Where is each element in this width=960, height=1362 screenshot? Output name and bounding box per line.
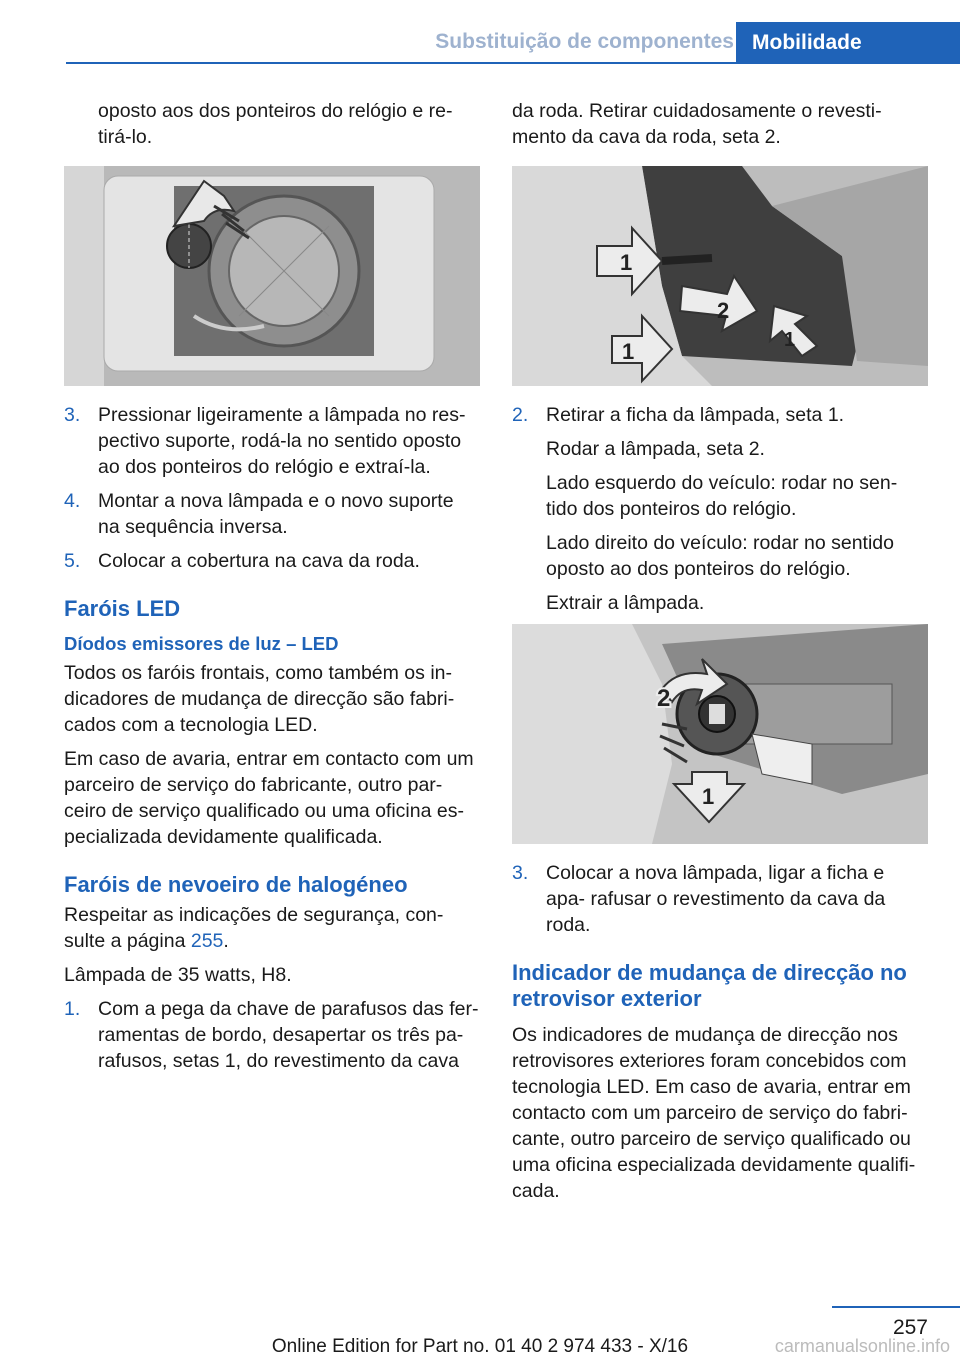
right-intro-text: da roda. Retirar cuidadosamente o revesti‐ mento da cava da roda, seta 2. bbox=[512, 100, 882, 148]
footer-edition: Online Edition for Part no. 01 40 2 974 433 - X/16 bbox=[271, 1336, 689, 1357]
section-title: Substituição de componentes bbox=[435, 30, 734, 53]
fog-text-after-link: . bbox=[223, 930, 229, 952]
list-item bbox=[512, 860, 928, 938]
indicator-heading: Indicador de mudança de direcção no retrovisor exterior bbox=[512, 960, 907, 1011]
fog-text-before-link: Respeitar as indicações de segurança, con‐ sulte a página bbox=[64, 904, 444, 952]
step-number: 3. bbox=[64, 404, 81, 426]
fog-paragraph-2: Lâmpada de 35 watts, H8. bbox=[64, 964, 292, 986]
right-column bbox=[512, 98, 928, 1212]
list-item bbox=[64, 488, 480, 540]
step-number: 1. bbox=[64, 998, 81, 1020]
wheel-arch-cover-figure bbox=[512, 166, 928, 386]
step-number: 2. bbox=[512, 404, 529, 426]
step-number: 3. bbox=[512, 862, 529, 884]
step-line: Rodar a lâmpada, seta 2. bbox=[546, 438, 765, 460]
list-item bbox=[64, 548, 480, 574]
page-link-255[interactable]: 255 bbox=[190, 930, 224, 952]
svg-text:1: 1 bbox=[620, 250, 633, 275]
step-number: 4. bbox=[64, 490, 81, 512]
step-text: Com a pega da chave de parafusos das fer‐ ramentas de bordo, desapertar os três pa‐ rafusos, setas 1, do revestimento da cava bbox=[98, 998, 479, 1072]
headlight-bulb-figure bbox=[64, 166, 480, 386]
steps-list-right bbox=[512, 402, 928, 616]
svg-text:1: 1 bbox=[784, 329, 796, 351]
step-line: Lado esquerdo do veículo: rodar no sen‐ tido dos ponteiros do relógio. bbox=[546, 472, 898, 520]
list-item bbox=[512, 402, 928, 616]
chapter-tab: Mobilidade bbox=[736, 22, 960, 62]
page-number: 257 bbox=[892, 1316, 928, 1339]
step-text: Pressionar ligeiramente a lâmpada no res‐ pectivo suporte, rodá-la no sentido oposto ao dos ponteiros do relógio e extraí-la. bbox=[98, 404, 466, 478]
fog-heading: Faróis de nevoeiro de halogéneo bbox=[64, 872, 408, 897]
list-item bbox=[64, 402, 480, 480]
page-header bbox=[66, 22, 960, 64]
svg-text:2: 2 bbox=[657, 685, 671, 712]
fog-paragraph-1 bbox=[64, 902, 480, 954]
led-paragraph-2: Em caso de avaria, entrar em contacto com um parceiro de serviço do fabricante, outro par‐ ceiro de serviço qualificado ou uma oficina es‐ pecializada devidamente qualificada. bbox=[64, 748, 474, 848]
svg-text:1: 1 bbox=[702, 784, 715, 809]
steps-list-fog bbox=[64, 996, 480, 1074]
step-text: Colocar a nova lâmpada, ligar a ficha e apa‐ rafusar o revestimento da cava da roda. bbox=[546, 862, 886, 936]
led-heading: Faróis LED bbox=[64, 596, 181, 621]
steps-list-left bbox=[64, 402, 480, 574]
step-number: 5. bbox=[64, 550, 81, 572]
step-line: Extrair a lâmpada. bbox=[546, 592, 705, 614]
svg-text:1: 1 bbox=[622, 339, 635, 364]
step-line: Lado direito do veículo: rodar no sentido oposto ao dos ponteiros do relógio. bbox=[546, 532, 894, 580]
step-text: Montar a nova lâmpada e o novo suporte na sequência inversa. bbox=[98, 490, 454, 538]
watermark: carmanualsonline.info bbox=[774, 1336, 950, 1356]
steps-list-right-2 bbox=[512, 860, 928, 938]
left-column bbox=[64, 98, 480, 1082]
left-intro-text: oposto aos dos ponteiros do relógio e re‐ tirá-lo. bbox=[98, 100, 453, 148]
fog-bulb-figure bbox=[512, 624, 928, 844]
step-text: Colocar a cobertura na cava da roda. bbox=[98, 550, 420, 572]
led-subheading: Díodos emissores de luz – LED bbox=[64, 633, 339, 654]
svg-text:2: 2 bbox=[717, 298, 730, 323]
led-paragraph-1: Todos os faróis frontais, como também os in‐ dicadores de mudança de direcção são fabri‐ cados com a tecnologia LED. bbox=[64, 662, 455, 736]
page-number-rule bbox=[832, 1306, 960, 1308]
step-line: Retirar a ficha da lâmpada, seta 1. bbox=[546, 404, 845, 426]
list-item bbox=[64, 996, 480, 1074]
indicator-paragraph: Os indicadores de mudança de direcção nos retrovisores exteriores foram concebidos com tecnologia LED. Em caso de avaria, entrar em contacto com um parceiro de serviço do fabri‐ cante, outro parceiro de serviço qualificado ou uma oficina especializada devidamente qualifi‐ cada. bbox=[512, 1024, 916, 1202]
